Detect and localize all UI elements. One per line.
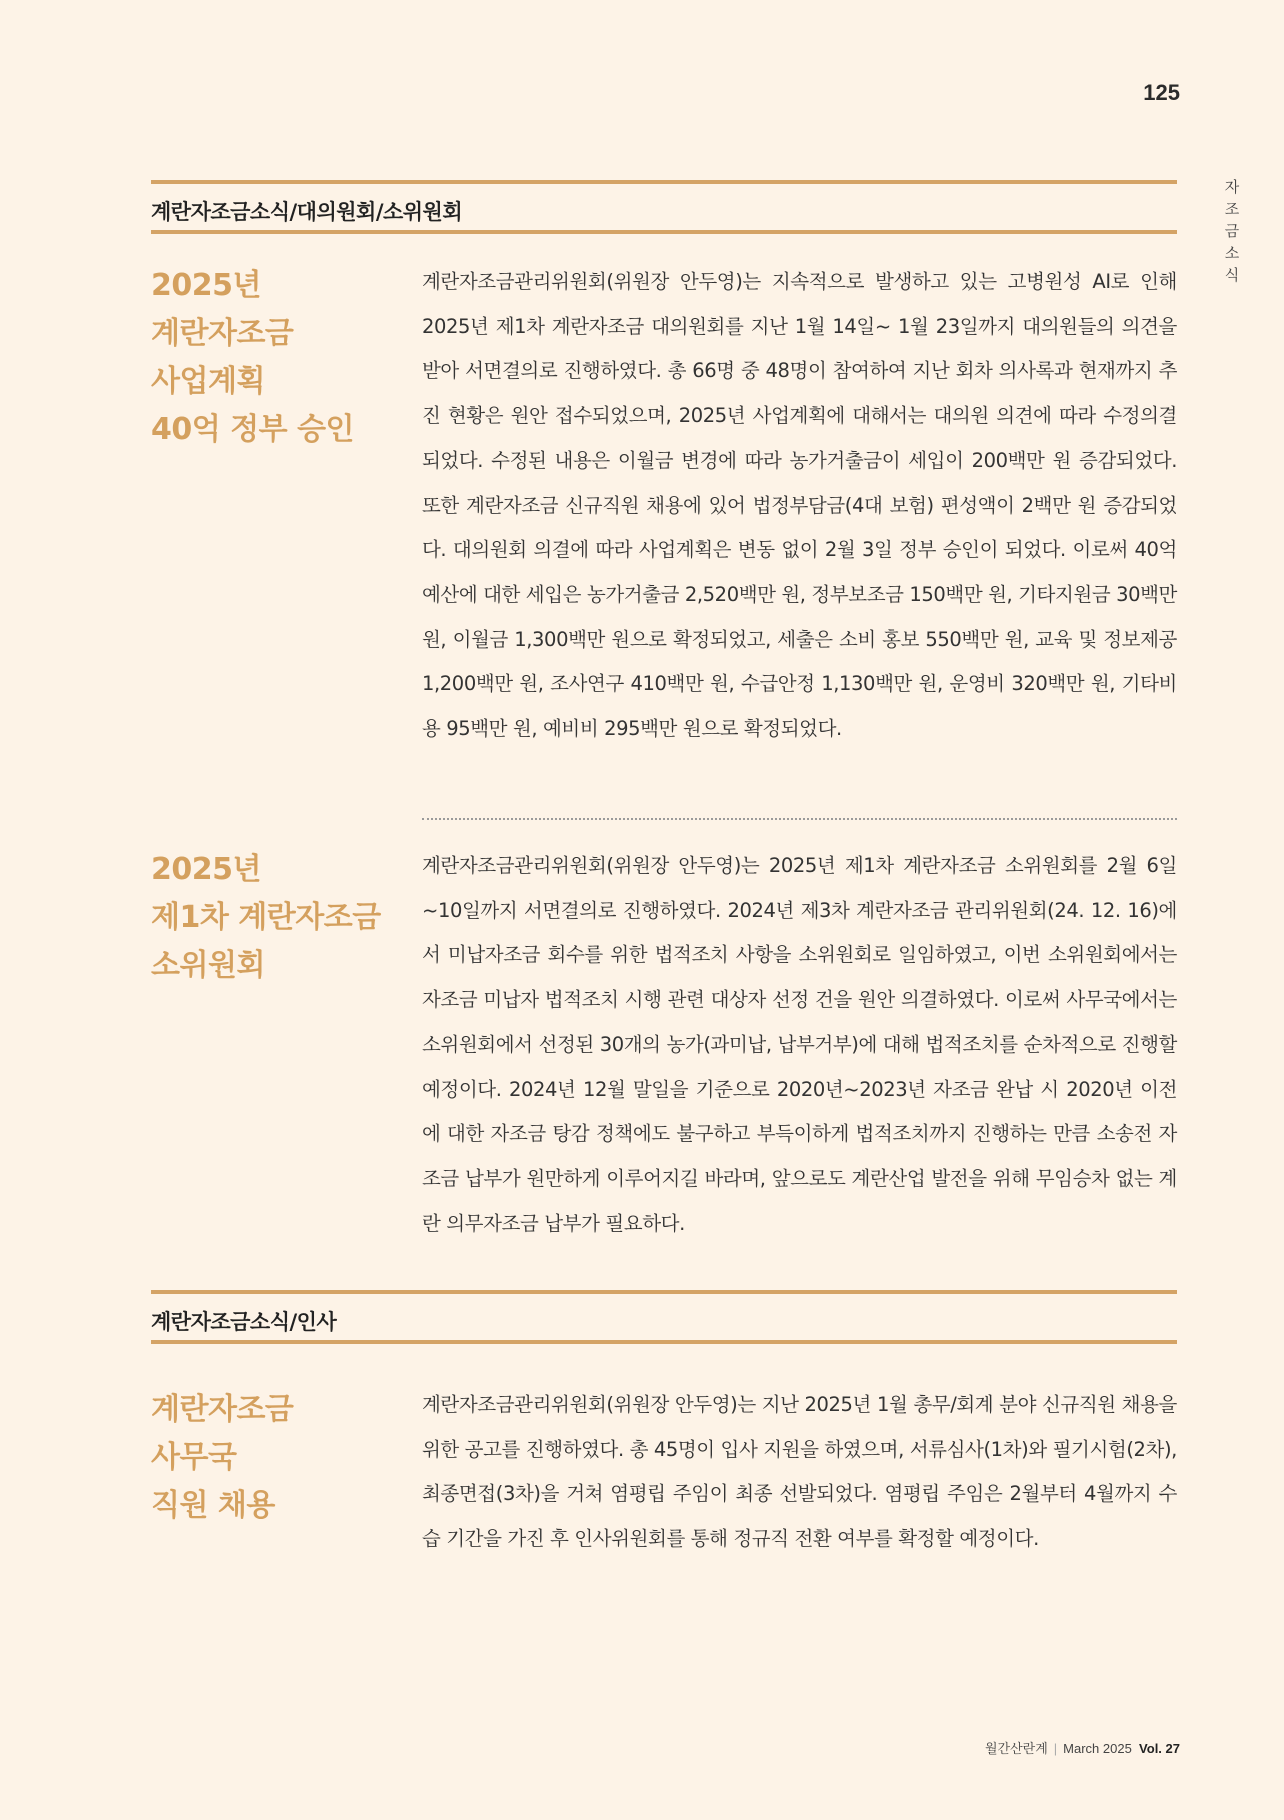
section-header-committee (151, 180, 1177, 234)
footer-date: March 2025 (1063, 1741, 1132, 1756)
title-line: 사무국 (151, 1440, 237, 1475)
title-line: 소위원회 (151, 948, 265, 983)
footer-magazine: 월간산란계 (984, 1741, 1048, 1756)
title-line: 직원 채용 (151, 1488, 275, 1523)
article-title-subcommittee (151, 846, 381, 990)
section-header-personnel (151, 1290, 1177, 1344)
title-line: 40억 정부 승인 (151, 412, 355, 447)
title-line: 계란자조금 (151, 1392, 294, 1427)
dotted-divider (422, 818, 1177, 820)
title-line: 계란자조금 (151, 316, 294, 351)
footer-separator: | (1053, 1741, 1058, 1756)
title-line: 2025년 (151, 268, 261, 303)
side-section-label: 자 조 금 소 식 (1224, 178, 1240, 284)
title-line: 사업계획 (151, 364, 265, 399)
title-line: 2025년 (151, 852, 261, 887)
article-title-hiring (151, 1386, 381, 1530)
footer-volume: Vol. 27 (1139, 1741, 1180, 1756)
article-title-budget (151, 262, 381, 454)
article-body-budget: 계란자조금관리위원회(위원장 안두영)는 지속적으로 발생하고 있는 고병원성 AI로 인해 2025년 제1차 계란자조금 대의원회를 지난 1월 14일~ 1월 23일까지 대의원들의 의견을 받아 서면결의로 진행하였다. 총 66명 중 48명이 참여하여 지난 회차 의사록과 현재까지 추진 현황은 원안 접수되었으며, 2025년 사업계획에 대해서는 대의원 의견에 따라 수정의결 되었다. 수정된 내용은 이월금 변경에 따라 농가거출금이 세입이 200백만 원 증감되었다. 또한 계란자조금 신규직원 채용에 있어 법정부담금(4대 보험) 편성액이 2백만 원 증감되었다. 대의원회 의결에 따라 사업계획은 변동 없이 2월 3일 정부 승인이 되었다. 이로써 40억 예산에 대한 세입은 농가거출금 2,520백만 원, 정부보조금 150백만 원, 기타지원금 30백만 원, 이월금 1,300백만 원으로 확정되었고, 세출은 소비 홍보 550백만 원, 교육 및 정보제공 1,200백만 원, 조사연구 410백만 원, 수급안정 1,130백만 원, 운영비 320백만 원, 기타비용 95백만 원, 예비비 295백만 원으로 확정되었다. (422, 270, 1177, 741)
article-body-subcommittee: 계란자조금관리위원회(위원장 안두영)는 2025년 제1차 계란자조금 소위원회를 2월 6일~10일까지 서면결의로 진행하였다. 2024년 제3차 계란자조금 관리위원회(24. 12. 16)에서 미납자조금 회수를 위한 법적조치 사항을 소위원회로 일임하였고, 이번 소위원회에서는 자조금 미납자 법적조치 시행 관련 대상자 선정 건을 원안 의결하였다. 이로써 사무국에서는 소위원회에서 선정된 30개의 농가(과미납, 납부거부)에 대해 법적조치를 순차적으로 진행할 예정이다. 2024년 12월 말일을 기준으로 2020년~2023년 자조금 완납 시 2020년 이전에 대한 자조금 탕감 정책에도 불구하고 부득이하게 법적조치까지 진행하는 만큼 소송전 자조금 납부가 원만하게 이루어지길 바라며, 앞으로도 계란산업 발전을 위해 무임승차 없는 계란 의무자조금 납부가 필요하다. (422, 854, 1177, 1235)
footer (985, 1738, 1180, 1757)
section-header-title: 계란자조금소식/인사 (151, 1310, 337, 1334)
page-number: 125 (1143, 80, 1180, 105)
title-line: 제1차 계란자조금 (151, 900, 381, 935)
article-body-hiring: 계란자조금관리위원회(위원장 안두영)는 지난 2025년 1월 총무/회계 분야 신규직원 채용을 위한 공고를 진행하였다. 총 45명이 입사 지원을 하였으며, 서류심사(1차)와 필기시험(2차), 최종면접(3차)을 거쳐 염평립 주임이 최종 선발되었다. 염평립 주임은 2월부터 4월까지 수습 기간을 가진 후 인사위원회를 통해 정규직 전환 여부를 확정할 예정이다. (422, 1393, 1177, 1551)
section-header-title: 계란자조금소식/대의원회/소위원회 (151, 200, 463, 224)
